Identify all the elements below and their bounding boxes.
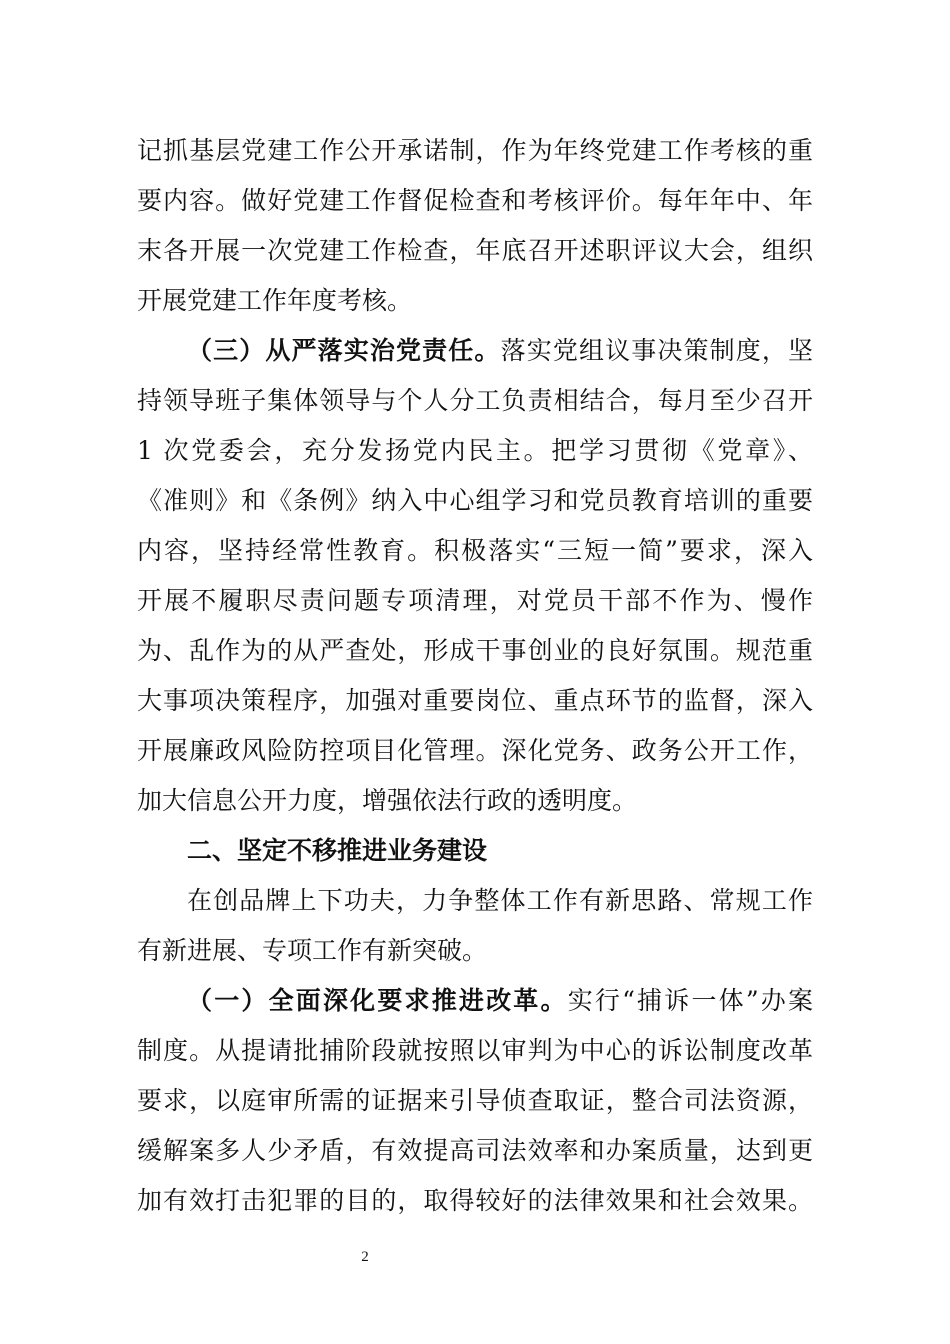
body-text: 落实党组议事决策制度，坚 — [500, 336, 813, 365]
subsection-heading: （一）全面深化要求推进改革。 — [187, 986, 568, 1015]
body-text-line: 有新进展、专项工作有新突破。 — [137, 936, 488, 965]
body-text-line: 持领导班子集体领导与个人分工负责相结合，每月至少召开 — [137, 386, 813, 415]
body-text-line: 加大信息公开力度，增强依法行政的透明度。 — [137, 786, 638, 815]
body-text-line: 大事项决策程序，加强对重要岗位、重点环节的监督，深入 — [137, 686, 813, 715]
body-text-line: 末各开展一次党建工作检查，年底召开述职评议大会，组织 — [137, 236, 813, 265]
body-text-line: 要求，以庭审所需的证据来引导侦查取证，整合司法资源， — [137, 1086, 813, 1115]
body-text-line: 为、乱作为的从严查处，形成干事创业的良好氛围。规范重 — [137, 636, 813, 665]
body-text-line: 开展不履职尽责问题专项清理，对党员干部不作为、慢作 — [137, 586, 813, 615]
body-text: 实行“捕诉一体”办案 — [567, 986, 813, 1015]
body-text-line: 制度。从提请批捕阶段就按照以审判为中心的诉讼制度改革 — [137, 1036, 813, 1065]
body-text-line: 在创品牌上下功夫，力争整体工作有新思路、常规工作 — [187, 886, 813, 915]
body-text-line: 内容，坚持经常性教育。积极落实“三短一简”要求，深入 — [137, 536, 813, 565]
body-text-line: 要内容。做好党建工作督促检查和考核评价。每年年中、年 — [137, 186, 813, 215]
body-text-line: 《准则》和《条例》纳入中心组学习和党员教育培训的重要 — [137, 486, 813, 515]
section-heading: 二、坚定不移推进业务建设 — [187, 836, 488, 865]
page-number: 2 — [361, 1249, 369, 1265]
body-text-line: 开展廉政风险防控项目化管理。深化党务、政务公开工作， — [137, 736, 813, 765]
body-text-line: 开展党建工作年度考核。 — [137, 286, 413, 315]
body-text-line: 加有效打击犯罪的目的，取得较好的法律效果和社会效果。 — [137, 1186, 813, 1215]
body-text-line: 1 次党委会，充分发扬党内民主。把学习贯彻《党章》、 — [137, 436, 813, 465]
subsection-heading-line — [187, 975, 813, 1027]
subsection-heading-line — [187, 325, 813, 377]
body-text-line: 缓解案多人少矛盾，有效提高司法效率和办案质量，达到更 — [137, 1136, 813, 1165]
subsection-heading: （三）从严落实治党责任。 — [187, 336, 501, 365]
body-text-line: 记抓基层党建工作公开承诺制，作为年终党建工作考核的重 — [137, 136, 813, 165]
